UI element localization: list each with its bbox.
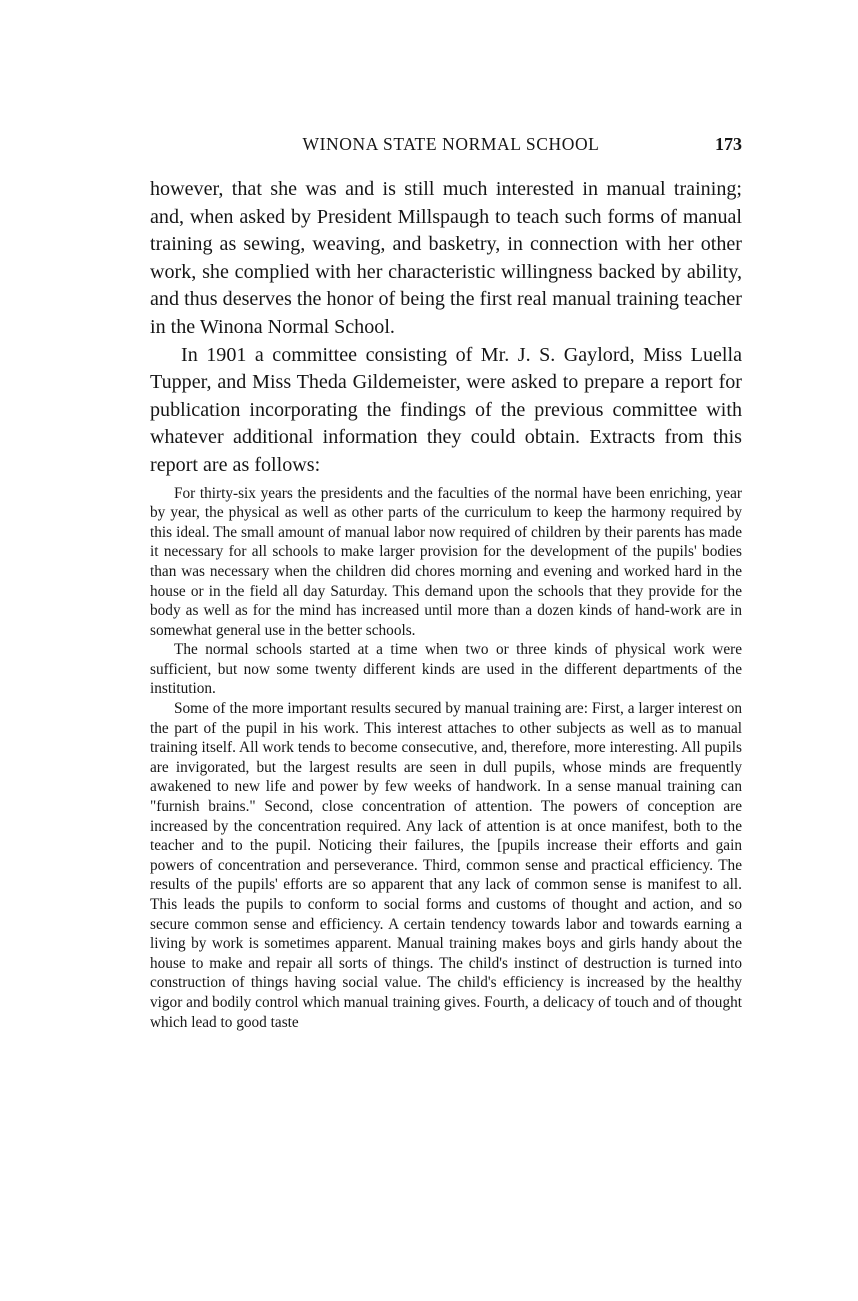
paragraph-continuation: however, that she was and is still much interested in manual training; and, when asked by President Millspaugh to teach such forms of manual training as sewing, weaving, and basketry, in connection with her other work, she complied with her characteristic willingness backed by ability, and thus deserves the honor of being the first real manual training teacher in the Winona Normal School. [150, 178, 742, 338]
extract-paragraph-results: Some of the more important results secured by manual training are: First, a larger interest on the part of the pupil in his work. This interest attaches to other subjects as well as to manual training itself. All work tends to become consecutive, and, therefore, more interesting. All pupils are invigorated, but the largest results are seen in dull pupils, whose minds are frequently awakened to new life and power by few weeks of handwork. In a sense manual training can "furnish brains." Second, close concentration of attention. The powers of conception are increased by the concentration required. Any lack of attention is at once manifest, both to the teacher and to the pupil. Noticing their failures, the [pupils increase their efforts and gain powers of concentration and perseverance. Third, common sense and practical efficiency. The results of the pupils' efforts are so apparent that any lack of common sense is manifest to all. This leads the pupils to conform to social forms and customs of thought and action, and so secure common sense and efficiency. A certain tendency towards labor and towards earning a living by work is sometimes apparent. Manual training makes boys and girls handy about the house to make and repair all sorts of things. The child's instinct of destruction is turned into construction of things having social value. The child's efficiency is increased by the healthy vigor and bodily control which manual training gives. Fourth, a delicacy of touch and of thought which lead to good taste [150, 700, 742, 1031]
running-header [150, 134, 742, 158]
running-title: WINONA STATE NORMAL SCHOOL [302, 134, 600, 154]
report-extract [150, 484, 742, 1033]
body-text [150, 176, 742, 1032]
extract-paragraph-physical-work: The normal schools started at a time when two or three kinds of physical work were sufficient, but now some twenty different kinds are used in the different departments of the institution. [150, 641, 742, 698]
page-number: 173 [715, 134, 742, 154]
extract-paragraph-curriculum: For thirty-six years the presidents and the faculties of the normal have been enriching, year by year, the physical as well as other parts of the curriculum to keep the harmony required by this ideal. The small amount of manual labor now required of children by their parents has made it necessary for all schools to make larger provision for the development of the pupils' bodies than was necessary when the children did chores morning and evening and worked hard in the house or in the field all day Saturday. This demand upon the schools that they provide for the body as well as for the mind has increased until more than a dozen kinds of hand-work are in somewhat general use in the better schools. [150, 484, 742, 639]
paragraph-committee-report: In 1901 a committee consisting of Mr. J. S. Gaylord, Miss Luella Tupper, and Miss Theda Gildemeister, were asked to prepare a report for publication incorporating the findings of the previous committee with whatever additional information they could obtain. Extracts from this report are as follows: [150, 343, 742, 476]
